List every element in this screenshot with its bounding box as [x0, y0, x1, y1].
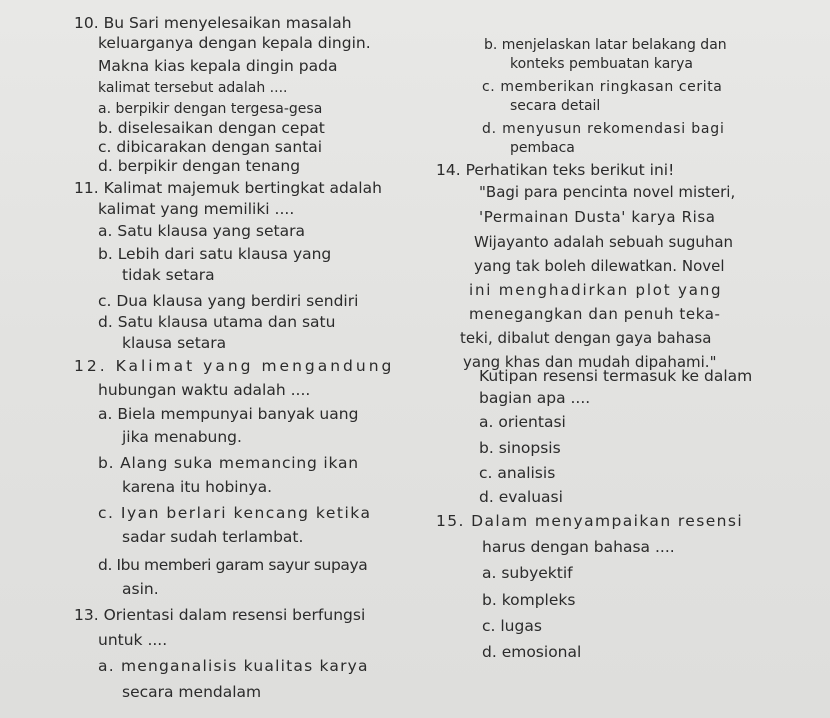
q12-option-a: a. Biela mempunyai banyak uang	[98, 405, 359, 423]
q10-option-d: d. berpikir dengan tenang	[98, 157, 301, 175]
q14-after-line-2: bagian apa ....	[479, 389, 591, 407]
q12-option-c: c. Iyan berlari kencang ketika	[98, 504, 372, 522]
q10-line-4: kalimat tersebut adalah ....	[98, 80, 288, 96]
q12-option-b-cont: karena itu hobinya.	[122, 478, 273, 496]
q13-line-2: untuk ....	[98, 631, 168, 649]
q14-quote-line-8: yang khas dan mudah dipahami."	[463, 353, 717, 371]
q14-quote-line-2: 'Permainan Dusta' karya Risa	[479, 208, 716, 226]
q11-option-c: c. Dua klausa yang berdiri sendiri	[98, 292, 359, 310]
q13-option-d: d. menyusun rekomendasi bagi	[482, 121, 725, 137]
q14-quote-line-1: "Bagi para pencinta novel misteri,	[479, 183, 736, 201]
q13-option-a-cont: secara mendalam	[122, 683, 262, 701]
q15-option-d: d. emosional	[482, 643, 582, 661]
q10-option-c: c. dibicarakan dengan santai	[98, 138, 323, 156]
q15-line-2: harus dengan bahasa ....	[482, 538, 675, 556]
q13-option-d-cont: secara detail	[510, 98, 601, 114]
q12-option-a-cont: jika menabung.	[122, 428, 242, 446]
q13-option-a: a. menganalisis kualitas karya	[98, 657, 369, 675]
q12-option-b: b. Alang suka memancing ikan	[98, 454, 359, 472]
q11-option-b-cont: tidak setara	[122, 266, 215, 284]
q15-option-a: a. subyektif	[482, 564, 573, 582]
q12-line-2: hubungan waktu adalah ....	[98, 381, 311, 399]
q10-line-3: Makna kias kepala dingin pada	[98, 57, 338, 75]
q10-option-a: a. berpikir dengan tergesa-gesa	[98, 101, 323, 117]
q14-quote-line-3: Wijayanto adalah sebuah suguhan	[474, 233, 734, 251]
q14-option-d: d. evaluasi	[479, 488, 563, 506]
q12-option-d: d. Ibu memberi garam sayur supaya	[98, 556, 368, 574]
q11-option-d-cont: klausa setara	[122, 334, 227, 352]
q11-option-d: d. Satu klausa utama dan satu	[98, 313, 336, 331]
q14-quote-line-6: menegangkan dan penuh teka-	[469, 305, 721, 323]
q13-option-b-cont: konteks pembuatan karya	[510, 56, 693, 72]
q13-option-d-cont2: pembaca	[510, 140, 575, 156]
q13-line-1: 13. Orientasi dalam resensi berfungsi	[74, 606, 366, 624]
q13-option-c: c. memberikan ringkasan cerita	[482, 79, 723, 95]
q14-after-line-1: Kutipan resensi termasuk ke dalam	[479, 367, 753, 385]
q14-option-a: a. orientasi	[479, 413, 566, 431]
q10-option-b: b. diselesaikan dengan cepat	[98, 119, 325, 137]
q15-option-b: b. kompleks	[482, 591, 576, 609]
q11-line-2: kalimat yang memiliki ....	[98, 200, 295, 218]
q13-option-b: b. menjelaskan latar belakang dan	[484, 37, 727, 53]
q15-option-c: c. lugas	[482, 617, 542, 635]
q14-option-b: b. sinopsis	[479, 439, 561, 457]
q10-line-1: 10. Bu Sari menyelesaikan masalah	[74, 14, 352, 32]
q10-line-2: keluarganya dengan kepala dingin.	[98, 34, 371, 52]
q11-option-a: a. Satu klausa yang setara	[98, 222, 305, 240]
q14-quote-line-5: ini menghadirkan plot yang	[469, 281, 723, 299]
q12-line-1: 12. Kalimat yang mengandung	[74, 357, 395, 375]
q14-option-c: c. analisis	[479, 464, 556, 482]
q14-quote-line-4: yang tak boleh dilewatkan. Novel	[474, 257, 725, 275]
q15-line-1: 15. Dalam menyampaikan resensi	[436, 512, 744, 530]
q14-line-1: 14. Perhatikan teks berikut ini!	[436, 161, 675, 179]
q12-option-d-cont: asin.	[122, 580, 159, 598]
q11-line-1: 11. Kalimat majemuk bertingkat adalah	[74, 179, 382, 197]
q14-quote-line-7: teki, dibalut dengan gaya bahasa	[460, 329, 712, 347]
q12-option-c-cont: sadar sudah terlambat.	[122, 528, 304, 546]
q11-option-b: b. Lebih dari satu klausa yang	[98, 245, 332, 263]
